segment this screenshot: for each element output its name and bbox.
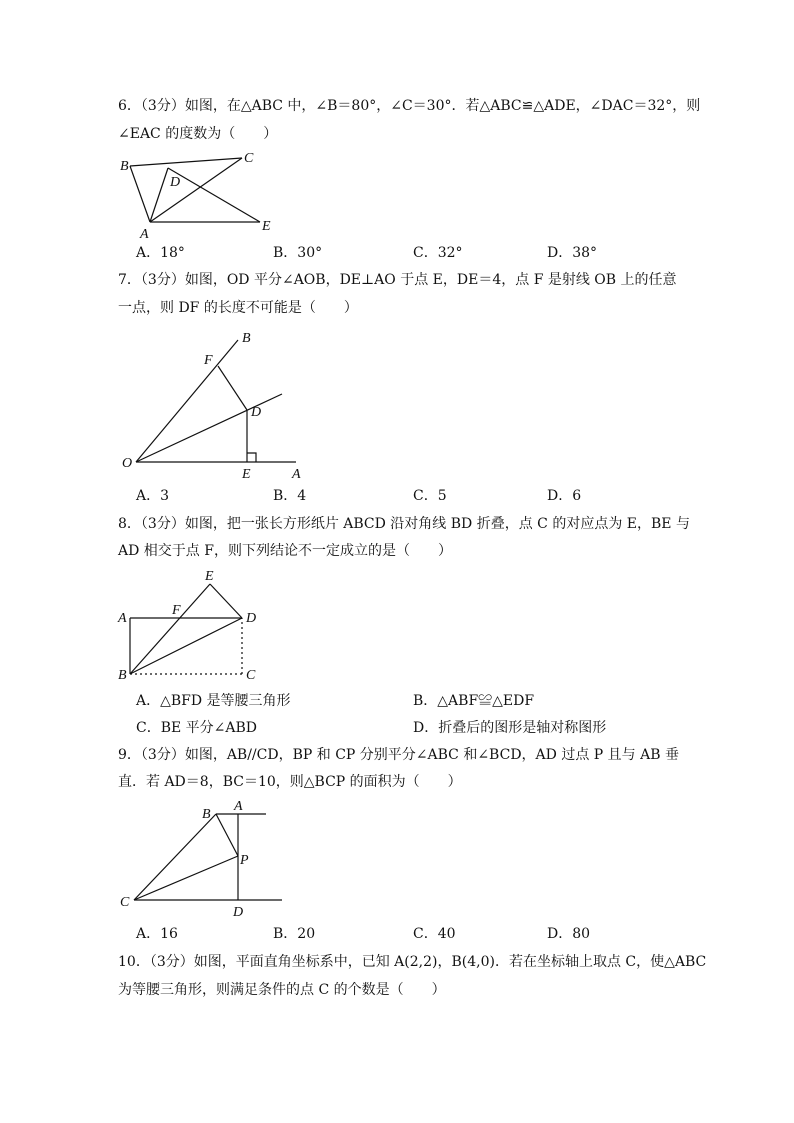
label-D: D bbox=[251, 405, 262, 420]
question-9-stem-line-1: 9．（3分）如图，AB//CD，BP 和 CP 分别平分∠ABC 和∠BCD，AD 过点 P 且与 AB 垂 bbox=[118, 747, 679, 763]
label-B: B bbox=[202, 807, 211, 822]
question-6-option-c[interactable]: C．32° bbox=[413, 245, 463, 261]
segment-BC bbox=[134, 814, 216, 900]
question-7-stem-line-1: 7．（3分）如图，OD 平分∠AOB，DE⊥AO 于点 E，DE＝4，点 F 是射线 OB 上的任意 bbox=[118, 272, 677, 288]
label-P: P bbox=[240, 853, 249, 868]
segment-CP bbox=[134, 856, 238, 900]
segment-ED bbox=[210, 584, 242, 618]
label-C: C bbox=[244, 151, 254, 166]
question-7-option-d[interactable]: D．6 bbox=[547, 488, 582, 504]
label-D: D bbox=[233, 905, 244, 920]
question-8-option-c[interactable]: C．BE 平分∠ABD bbox=[136, 720, 258, 736]
segment-BE bbox=[130, 584, 210, 674]
question-9-figure bbox=[116, 798, 296, 920]
question-8-stem-line-2: AD 相交于点 F，则下列结论不一定成立的是（ ） bbox=[118, 543, 452, 559]
label-O: O bbox=[122, 456, 133, 471]
question-6-stem-line-2: ∠EAC 的度数为（ ） bbox=[118, 126, 278, 142]
label-A: A bbox=[234, 799, 243, 814]
question-7-option-c[interactable]: C．5 bbox=[413, 488, 447, 504]
label-D: D bbox=[170, 175, 181, 190]
question-8-stem-line-1: 8．（3分）如图，把一张长方形纸片 ABCD 沿对角线 BD 折叠，点 C 的对应点为 E，BE 与 bbox=[118, 516, 690, 532]
question-9-option-c[interactable]: C．40 bbox=[413, 926, 456, 942]
question-8-figure bbox=[116, 566, 276, 686]
label-C: C bbox=[120, 895, 130, 910]
question-6-option-a[interactable]: A．18° bbox=[136, 245, 185, 261]
label-B: B bbox=[120, 159, 129, 174]
segment-AD bbox=[150, 168, 168, 222]
label-E: E bbox=[242, 467, 251, 480]
label-A: A bbox=[118, 611, 127, 626]
segment-BC bbox=[130, 158, 242, 166]
question-10-stem-line-1: 10．（3分）如图，平面直角坐标系中，已知 A(2,2)，B(4,0)．若在坐标轴上取点 C，使△ABC bbox=[118, 954, 707, 970]
question-8-option-a[interactable]: A．△BFD 是等腰三角形 bbox=[136, 693, 291, 709]
question-6-stem-line-1: 6．（3分）如图，在△ABC 中，∠B＝80°，∠C＝30°．若△ABC≌△ADE，∠DAC＝32°，则 bbox=[118, 98, 701, 114]
label-A: A bbox=[292, 467, 301, 480]
question-9-option-b[interactable]: B．20 bbox=[273, 926, 316, 942]
question-6-figure bbox=[112, 148, 292, 240]
segment-BP bbox=[216, 814, 238, 856]
segment-AB bbox=[130, 166, 150, 222]
question-8-option-d[interactable]: D．折叠后的图形是轴对称图形 bbox=[413, 720, 607, 736]
label-B: B bbox=[118, 668, 127, 683]
label-B: B bbox=[242, 331, 251, 346]
question-9-option-d[interactable]: D．80 bbox=[547, 926, 591, 942]
question-7-option-b[interactable]: B．4 bbox=[273, 488, 307, 504]
question-9-stem-line-2: 直．若 AD＝8，BC＝10，则△BCP 的面积为（ ） bbox=[118, 774, 462, 790]
label-F: F bbox=[172, 603, 181, 618]
segment-BD bbox=[130, 618, 242, 674]
label-F: F bbox=[204, 353, 213, 368]
right-angle-mark bbox=[247, 453, 256, 462]
ray-OB bbox=[136, 340, 238, 462]
question-6-option-d[interactable]: D．38° bbox=[547, 245, 598, 261]
segment-DE bbox=[168, 168, 260, 222]
label-E: E bbox=[205, 569, 214, 584]
label-A: A bbox=[140, 227, 149, 240]
question-7-figure bbox=[118, 326, 318, 480]
question-7-option-a[interactable]: A．3 bbox=[136, 488, 170, 504]
question-7-stem-line-2: 一点，则 DF 的长度不可能是（ ） bbox=[118, 300, 358, 316]
question-8-option-b[interactable]: B．△ABF≌△EDF bbox=[413, 693, 535, 709]
question-10-stem-line-2: 为等腰三角形，则满足条件的点 C 的个数是（ ） bbox=[118, 982, 446, 998]
segment-FD bbox=[218, 366, 247, 410]
question-9-option-a[interactable]: A．16 bbox=[136, 926, 178, 942]
question-6-option-b[interactable]: B．30° bbox=[273, 245, 323, 261]
label-C: C bbox=[246, 668, 256, 683]
label-E: E bbox=[262, 219, 271, 234]
segment-AC bbox=[150, 158, 242, 222]
label-D: D bbox=[246, 611, 257, 626]
